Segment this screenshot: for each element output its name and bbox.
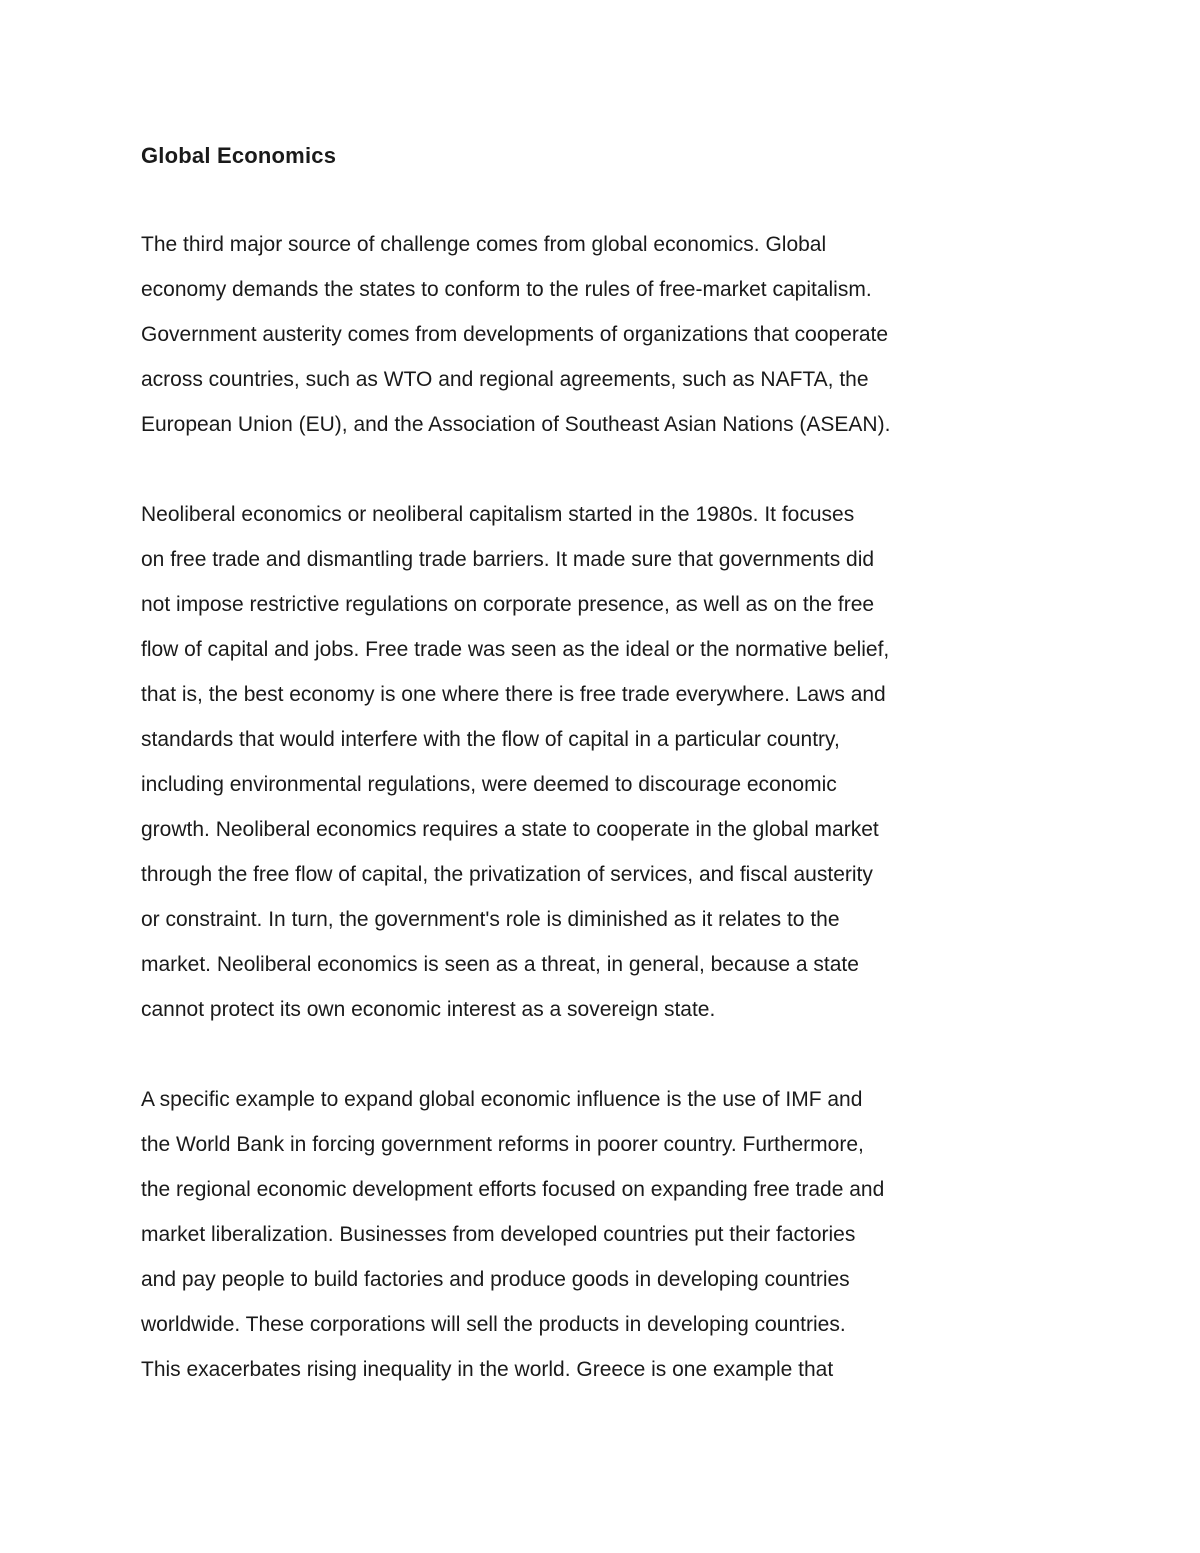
page-title: Global Economics <box>141 143 337 168</box>
text-line: This exacerbates rising inequality in the world. Greece is one example that <box>141 1358 834 1381</box>
text-line: or constraint. In turn, the government's role is diminished as it relates to the <box>141 908 840 931</box>
text-line: the World Bank in forcing government reforms in poorer country. Furthermore, <box>141 1133 864 1156</box>
text-line: across countries, such as WTO and regional agreements, such as NAFTA, the <box>141 368 869 391</box>
text-line: economy demands the states to conform to the rules of free-market capitalism. <box>141 278 872 301</box>
text-line: growth. Neoliberal economics requires a state to cooperate in the global market <box>141 818 879 841</box>
text-line: not impose restrictive regulations on corporate presence, as well as on the free <box>141 593 875 616</box>
text-line: and pay people to build factories and produce goods in developing countries <box>141 1268 850 1291</box>
text-line: standards that would interfere with the flow of capital in a particular country, <box>141 728 840 751</box>
paragraph-imf-world-bank-example <box>141 1077 1041 1392</box>
text-line: worldwide. These corporations will sell the products in developing countries. <box>141 1313 846 1336</box>
text-line: including environmental regulations, were deemed to discourage economic <box>141 773 837 796</box>
paragraph-global-economics-challenge <box>141 222 1041 447</box>
text-line: market. Neoliberal economics is seen as a threat, in general, because a state <box>141 953 859 976</box>
text-line: cannot protect its own economic interest as a sovereign state. <box>141 998 716 1021</box>
text-line: that is, the best economy is one where there is free trade everywhere. Laws and <box>141 683 886 706</box>
text-line: European Union (EU), and the Association of Southeast Asian Nations (ASEAN). <box>141 413 891 436</box>
text-line: A specific example to expand global economic influence is the use of IMF and <box>141 1088 863 1111</box>
text-line: market liberalization. Businesses from developed countries put their factories <box>141 1223 856 1246</box>
text-line: through the free flow of capital, the privatization of services, and fiscal austerity <box>141 863 873 886</box>
paragraph-neoliberal-economics <box>141 492 1041 1032</box>
text-line: Government austerity comes from developments of organizations that cooperate <box>141 323 889 346</box>
text-line: Neoliberal economics or neoliberal capitalism started in the 1980s. It focuses <box>141 503 855 526</box>
text-line: the regional economic development efforts focused on expanding free trade and <box>141 1178 885 1201</box>
text-line: flow of capital and jobs. Free trade was seen as the ideal or the normative belief, <box>141 638 890 661</box>
text-line: The third major source of challenge comes from global economics. Global <box>141 233 827 256</box>
text-line: on free trade and dismantling trade barriers. It made sure that governments did <box>141 548 875 571</box>
